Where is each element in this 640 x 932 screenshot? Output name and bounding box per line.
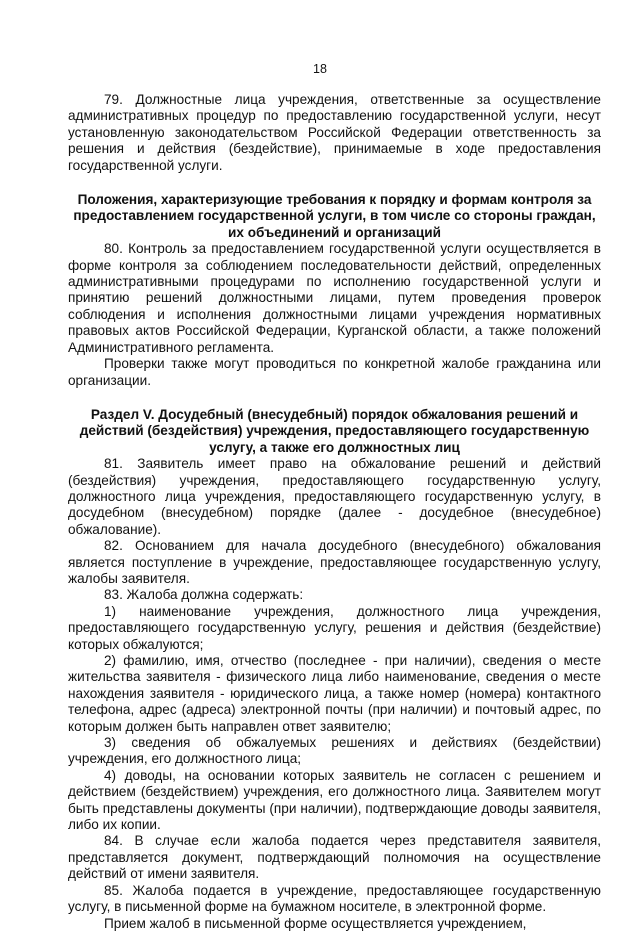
paragraph-80: 80. Контроль за предоставлением государственной услуги осуществляется в форме контроля за соблюдением последовательности действий, определенных административными процедурами по исполнению государственной услуги и принятию решений должностными лицами, путем проведения проверок соблюдения и исполнения должностными лицами учреждения нормативных правовых актов Российской Федерации, Курганской области, а также положений Административного регламента. (68, 241, 601, 355)
paragraph-85-reception: Прием жалоб в письменной форме осуществляется учреждением, (104, 915, 527, 931)
paragraph-80-checks: Проверки также могут проводиться по конкретной жалобе гражданина или организации. (68, 356, 601, 388)
paragraph-84: 84. В случае если жалоба подается через представителя заявителя, представляется документ, подтверждающий полномочия на осуществление действий от имени заявителя. (68, 833, 601, 882)
paragraph-79: 79. Должностные лица учреждения, ответственные за осуществление административных процедур по предоставлению государственной услуги, несут установленную законодательством Российской Федерации ответственность за решения и действия (бездействие), принимаемые в ходе предоставления государственной услуги. (68, 92, 601, 173)
paragraph-83-item-4: 4) доводы, на основании которых заявитель не согласен с решением и действием (бездействием) учреждения, его должностного лица. Заявителем могут быть представлены документы (при наличии), подтверждающие доводы заявителя, либо их копии. (68, 767, 601, 833)
paragraph-85: 85. Жалоба подается в учреждение, предоставляющее государственную услугу, в письменной форме на бумажном носителе, в электронной форме. (68, 882, 601, 915)
paragraph-83-item-1: 1) наименование учреждения, должностного лица учреждения, предоставляющего государственную услугу, решения и действия (бездействие) которых обжалуются; (68, 603, 601, 652)
document-body (68, 92, 601, 932)
paragraph-82: 82. Основанием для начала досудебного (внесудебного) обжалования является поступление в учреждение, предоставляющее государственную услугу, жалобы заявителя. (68, 538, 601, 586)
paragraph-83: 83. Жалоба должна содержать: (104, 587, 304, 603)
page-number: 18 (313, 62, 327, 76)
paragraph-83-item-2: 2) фамилию, имя, отчество (последнее - при наличии), сведения о месте жительства заявителя - физического лица либо наименование, сведения о месте нахождения заявителя - юридического лица, а также номер (номера) контактного телефона, адрес (адреса) электронной почты (при наличии) и почтовый адрес, по которым должен быть направлен ответ заявителю; (68, 653, 601, 734)
paragraph-83-item-3: 3) сведения об обжалуемых решениях и действиях (бездействии) учреждения, его должностного лица; (68, 735, 601, 767)
paragraph-81: 81. Заявитель имеет право на обжалование решений и действий (бездействия) учреждения, предоставляющего государственную услугу, должностного лица учреждения, предоставляющего государственную услугу, в досудебном (внесудебном) порядке (далее - досудебное (внесудебное) обжалование). (68, 456, 601, 537)
section-heading-control: Положения, характеризующие требования к порядку и формам контроля за предоставлением государственной услуги, в том числе со стороны граждан, их объединений и организаций (73, 192, 596, 240)
section-heading-appeal: Раздел V. Досудебный (внесудебный) порядок обжалования решений и действий (бездействия) учреждения, предоставляющего государственную услугу, а также его должностных лиц (79, 406, 590, 455)
